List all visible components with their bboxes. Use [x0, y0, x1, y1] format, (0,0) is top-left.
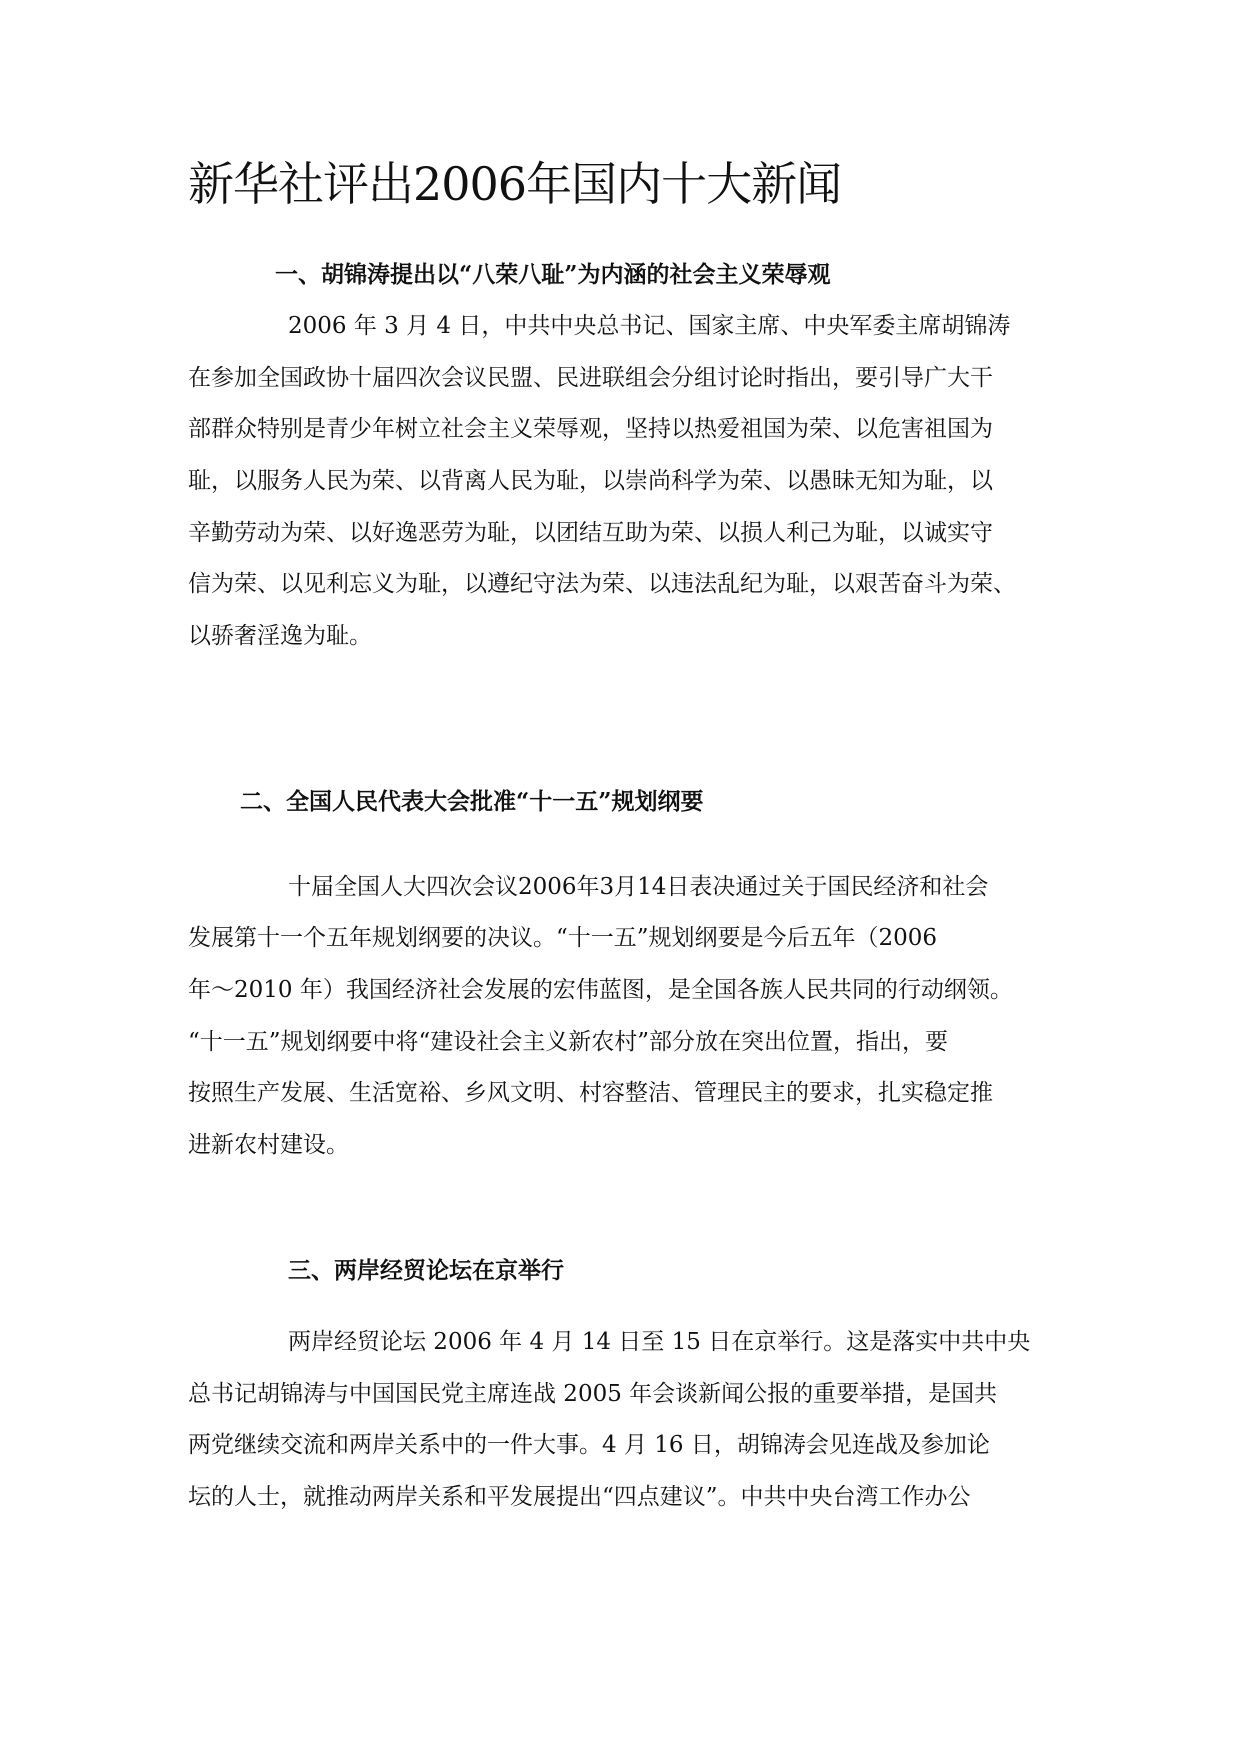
- section-heading-3: 三、两岸经贸论坛在京举行: [288, 1257, 564, 1284]
- section-2-line-5: 按照生产发展、生活宽裕、乡风文明、村容整洁、管理民主的要求，扎实稳定推: [188, 1080, 993, 1106]
- section-3-line-3: 两党继续交流和两岸关系中的一件大事。4 月 16 日，胡锦涛会见连战及参加论: [188, 1432, 990, 1458]
- section-heading-2: 二、全国人民代表大会批准“十一五”规划纲要: [240, 788, 704, 815]
- section-3-line-1: 两岸经贸论坛 2006 年 4 月 14 日至 15 日在京举行。这是落实中共中央: [288, 1329, 1031, 1355]
- section-3-line-4: 坛的人士，就推动两岸关系和平发展提出“四点建议”。中共中央台湾工作办公: [188, 1484, 971, 1510]
- section-2-line-3: 年～2010 年）我国经济社会发展的宏伟蓝图，是全国各族人民共同的行动纲领。: [188, 977, 1013, 1003]
- section-1-line-2: 在参加全国政协十届四次会议民盟、民进联组会分组讨论时指出，要引导广大干: [188, 365, 993, 391]
- section-1-line-4: 耻，以服务人民为荣、以背离人民为耻，以崇尚科学为荣、以愚昧无知为耻，以: [188, 468, 993, 494]
- section-1-line-5: 辛勤劳动为荣、以好逸恶劳为耻，以团结互助为荣、以损人利己为耻，以诚实守: [188, 520, 993, 546]
- section-heading-1: 一、胡锦涛提出以“八荣八耻”为内涵的社会主义荣辱观: [275, 261, 831, 288]
- section-3-line-2: 总书记胡锦涛与中国国民党主席连战 2005 年会谈新闻公报的重要举措，是国共: [188, 1381, 998, 1407]
- section-1-line-3: 部群众特别是青少年树立社会主义荣辱观，坚持以热爱祖国为荣、以危害祖国为: [188, 416, 993, 442]
- section-1-line-1: 2006 年 3 月 4 日，中共中央总书记、国家主席、中央军委主席胡锦涛: [288, 313, 1011, 339]
- document-title: 新华社评出2006年国内十大新闻: [188, 157, 842, 211]
- section-1-line-6: 信为荣、以见利忘义为耻，以遵纪守法为荣、以违法乱纪为耻，以艰苦奋斗为荣、: [188, 571, 1016, 597]
- section-1-line-7: 以骄奢淫逸为耻。: [188, 623, 372, 649]
- section-2-line-2: 发展第十一个五年规划纲要的决议。“十一五”规划纲要是今后五年（2006: [188, 925, 938, 951]
- section-2-line-1: 十届全国人大四次会议2006年3月14日表决通过关于国民经济和社会: [288, 874, 989, 900]
- section-2-line-6: 进新农村建设。: [188, 1132, 349, 1158]
- section-2-line-4: “十一五”规划纲要中将“建设社会主义新农村”部分放在突出位置，指出，要: [188, 1029, 949, 1055]
